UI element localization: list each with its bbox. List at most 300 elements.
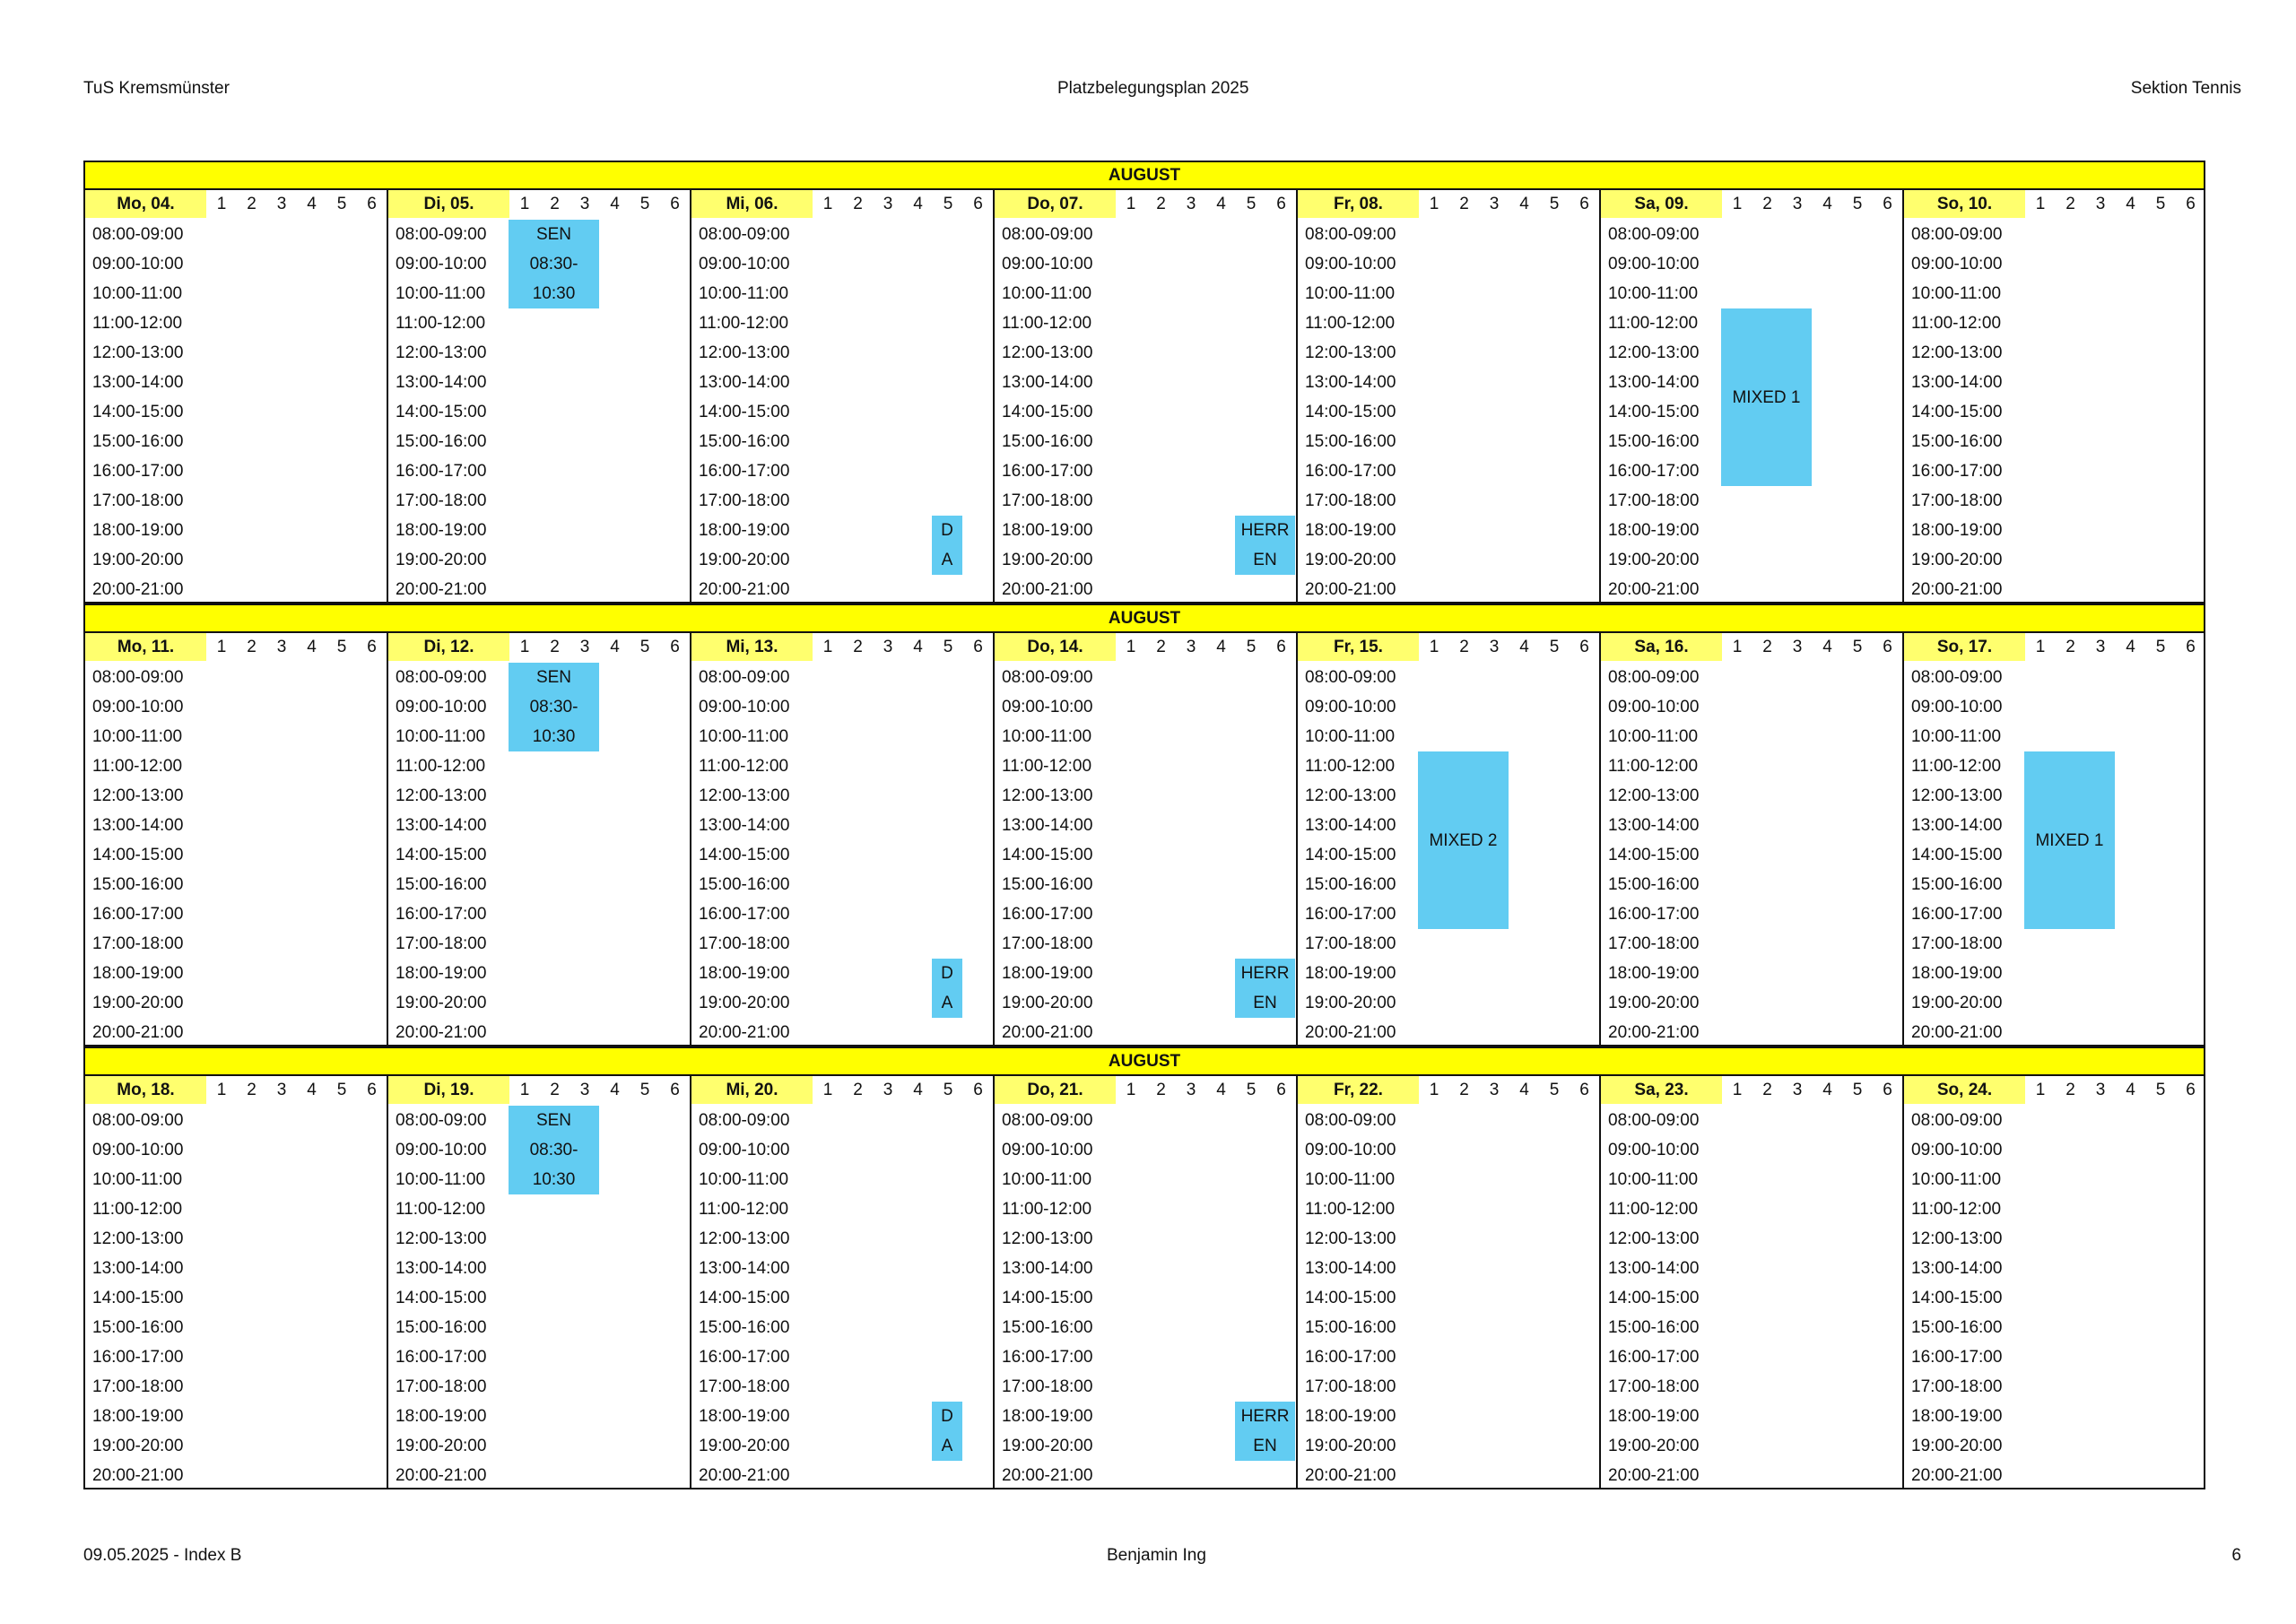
- page-number: 6: [2231, 1546, 2241, 1565]
- court-number: 6: [2186, 195, 2196, 213]
- court-number: 4: [2126, 1081, 2135, 1099]
- time-slot: 12:00-13:00: [699, 786, 790, 805]
- time-slot: 12:00-13:00: [1911, 343, 2003, 362]
- time-slot: 16:00-17:00: [92, 462, 184, 481]
- court-number: 2: [2066, 638, 2075, 656]
- booking-label: HERR: [1240, 964, 1290, 983]
- time-slot: 08:00-09:00: [1608, 668, 1700, 687]
- time-slot: 13:00-14:00: [1305, 1259, 1396, 1278]
- time-slot: 17:00-18:00: [1305, 934, 1396, 953]
- time-slot: 14:00-15:00: [396, 846, 487, 864]
- court-number: 5: [1852, 195, 1863, 213]
- time-slot: 15:00-16:00: [1002, 875, 1093, 894]
- time-slot: 12:00-13:00: [92, 343, 184, 362]
- time-slot: 17:00-18:00: [92, 1377, 184, 1396]
- time-slot: 19:00-20:00: [92, 994, 184, 1012]
- time-slot: 12:00-13:00: [396, 343, 487, 362]
- day-header: [388, 633, 690, 663]
- time-slot: 13:00-14:00: [1305, 373, 1396, 392]
- day-header: [1904, 1076, 2204, 1106]
- time-slot: 10:00-11:00: [699, 284, 789, 303]
- time-slot: 12:00-13:00: [1608, 343, 1700, 362]
- time-slot: 14:00-15:00: [1911, 403, 2003, 421]
- time-slot: 20:00-21:00: [92, 1023, 184, 1042]
- time-slot: 11:00-12:00: [699, 314, 789, 333]
- court-number: 2: [853, 195, 863, 213]
- booking-block: [509, 1106, 599, 1194]
- court-number: 6: [1276, 1081, 1286, 1099]
- time-slot: 11:00-12:00: [396, 1200, 486, 1219]
- time-slot: 20:00-21:00: [396, 1023, 487, 1042]
- day-name: Mi, 06.: [691, 190, 813, 218]
- time-slot: 10:00-11:00: [396, 1170, 486, 1189]
- court-number: 3: [579, 638, 590, 656]
- time-slot: 15:00-16:00: [1911, 875, 2003, 894]
- time-slot: 09:00-10:00: [1911, 1141, 2003, 1159]
- day-header: [1601, 633, 1902, 663]
- time-slot: 08:00-09:00: [92, 225, 184, 244]
- court-number: 5: [1852, 1081, 1863, 1099]
- time-slot: 11:00-12:00: [1911, 1200, 2002, 1219]
- time-slot: 17:00-18:00: [1608, 491, 1700, 510]
- court-number: 3: [1186, 638, 1196, 656]
- time-slot: 16:00-17:00: [1911, 905, 2003, 924]
- time-slot: 14:00-15:00: [1608, 846, 1700, 864]
- court-number: 3: [883, 1081, 893, 1099]
- court-number: 2: [853, 638, 863, 656]
- time-slot: 09:00-10:00: [1002, 1141, 1093, 1159]
- court-number: 4: [307, 195, 317, 213]
- booking-label: 10:30: [532, 284, 576, 303]
- time-slot: 17:00-18:00: [1911, 934, 2003, 953]
- court-number: 3: [579, 1081, 590, 1099]
- time-slot: 19:00-20:00: [1608, 1437, 1700, 1455]
- time-slot: 10:00-11:00: [1608, 284, 1699, 303]
- time-slot: 13:00-14:00: [1305, 816, 1396, 835]
- court-number: 3: [1792, 1081, 1803, 1099]
- booking-label: A: [941, 551, 953, 569]
- day-column: [1599, 633, 1902, 1046]
- time-slot: 10:00-11:00: [1911, 1170, 2002, 1189]
- time-slot: 08:00-09:00: [396, 668, 487, 687]
- court-number: 2: [1762, 638, 1772, 656]
- time-slot: 09:00-10:00: [699, 1141, 790, 1159]
- time-slot: 12:00-13:00: [1305, 786, 1396, 805]
- court-number: 4: [610, 195, 620, 213]
- court-number: 3: [579, 195, 590, 213]
- booking-block: [509, 663, 599, 751]
- time-slot: 13:00-14:00: [1911, 1259, 2003, 1278]
- time-slot: 11:00-12:00: [1305, 314, 1396, 333]
- time-slot: 13:00-14:00: [1608, 373, 1700, 392]
- court-number: 1: [1732, 1081, 1743, 1099]
- time-slot: 11:00-12:00: [396, 757, 486, 776]
- day-column: [83, 190, 387, 604]
- court-number: 3: [1489, 195, 1500, 213]
- time-slot: 17:00-18:00: [699, 1377, 790, 1396]
- time-slot: 19:00-20:00: [699, 1437, 790, 1455]
- court-number: 5: [943, 1081, 953, 1099]
- time-slot: 10:00-11:00: [1002, 727, 1092, 746]
- court-number: 6: [367, 638, 377, 656]
- court-number: 4: [2126, 195, 2135, 213]
- time-slot: 10:00-11:00: [1911, 284, 2002, 303]
- court-number: 1: [1429, 195, 1439, 213]
- time-slot: 15:00-16:00: [1608, 1318, 1700, 1337]
- court-number: 5: [639, 638, 650, 656]
- court-number: 3: [1792, 195, 1803, 213]
- day-name: Di, 05.: [388, 190, 509, 218]
- time-slot: 09:00-10:00: [92, 698, 184, 716]
- court-number: 1: [1429, 638, 1439, 656]
- time-slot: 08:00-09:00: [396, 1111, 487, 1130]
- time-slot: 20:00-21:00: [1002, 1466, 1093, 1485]
- booking-label: D: [941, 521, 953, 540]
- court-number: 1: [822, 1081, 833, 1099]
- time-slot: 14:00-15:00: [1002, 846, 1093, 864]
- day-header: [1601, 190, 1902, 220]
- time-slot: 16:00-17:00: [92, 905, 184, 924]
- time-slot: 20:00-21:00: [1608, 580, 1700, 599]
- court-number: 5: [1246, 1081, 1257, 1099]
- court-number: 2: [1156, 1081, 1166, 1099]
- time-slot: 15:00-16:00: [1608, 875, 1700, 894]
- court-number: 4: [1822, 638, 1832, 656]
- day-column: [387, 190, 690, 604]
- day-header: [1904, 190, 2204, 220]
- booking-label: HERR: [1240, 521, 1290, 540]
- court-number: 2: [550, 638, 560, 656]
- court-number: 5: [336, 195, 347, 213]
- day-name: Do, 14.: [995, 633, 1116, 661]
- time-slot: 11:00-12:00: [1305, 757, 1396, 776]
- time-slot: 12:00-13:00: [1608, 1229, 1700, 1248]
- court-number: 3: [276, 195, 287, 213]
- court-number: 4: [1216, 1081, 1226, 1099]
- time-slot: 18:00-19:00: [92, 1407, 184, 1426]
- booking-block: [1235, 516, 1295, 575]
- court-number: 3: [2095, 638, 2106, 656]
- time-slot: 17:00-18:00: [1608, 934, 1700, 953]
- time-slot: 19:00-20:00: [1002, 551, 1093, 569]
- day-column: [1296, 1076, 1599, 1489]
- court-number: 5: [336, 638, 347, 656]
- day-name: Sa, 09.: [1601, 190, 1722, 218]
- time-slot: 19:00-20:00: [396, 1437, 487, 1455]
- time-slot: 16:00-17:00: [1911, 1348, 2003, 1367]
- time-slot: 20:00-21:00: [1911, 580, 2003, 599]
- time-slot: 09:00-10:00: [1305, 1141, 1396, 1159]
- court-number: 1: [1126, 195, 1136, 213]
- time-slot: 15:00-16:00: [699, 875, 790, 894]
- court-number: 4: [1216, 638, 1226, 656]
- time-slot: 18:00-19:00: [396, 1407, 487, 1426]
- time-slot: 20:00-21:00: [699, 580, 790, 599]
- time-slot: 19:00-20:00: [396, 994, 487, 1012]
- time-slot: 18:00-19:00: [1002, 521, 1093, 540]
- time-slot: 12:00-13:00: [92, 786, 184, 805]
- time-slot: 19:00-20:00: [1608, 994, 1700, 1012]
- time-slot: 10:00-11:00: [92, 727, 183, 746]
- week-block: [83, 1046, 2205, 1489]
- time-slot: 11:00-12:00: [92, 314, 183, 333]
- time-slot: 13:00-14:00: [396, 373, 487, 392]
- day-column: [1902, 1076, 2205, 1489]
- time-slot: 17:00-18:00: [396, 934, 487, 953]
- time-slot: 15:00-16:00: [396, 432, 487, 451]
- time-slot: 08:00-09:00: [1608, 225, 1700, 244]
- time-slot: 13:00-14:00: [92, 373, 184, 392]
- time-slot: 16:00-17:00: [1608, 1348, 1700, 1367]
- day-column: [1599, 1076, 1902, 1489]
- time-slot: 15:00-16:00: [1305, 875, 1396, 894]
- day-header: [1298, 190, 1599, 220]
- court-number: 1: [216, 195, 227, 213]
- time-slot: 10:00-11:00: [1911, 727, 2002, 746]
- time-slot: 15:00-16:00: [1608, 432, 1700, 451]
- time-slot: 09:00-10:00: [1002, 698, 1093, 716]
- time-slot: 20:00-21:00: [1608, 1466, 1700, 1485]
- day-column: [83, 633, 387, 1046]
- day-name: Mo, 11.: [85, 633, 206, 661]
- time-slot: 14:00-15:00: [1305, 1289, 1396, 1307]
- time-slot: 19:00-20:00: [1305, 994, 1396, 1012]
- day-header: [388, 1076, 690, 1106]
- court-number: 4: [1519, 195, 1529, 213]
- day-name: Do, 21.: [995, 1076, 1116, 1104]
- court-number: 3: [276, 1081, 287, 1099]
- court-number: 1: [519, 638, 530, 656]
- time-slot: 10:00-11:00: [92, 284, 183, 303]
- court-number: 1: [1126, 1081, 1136, 1099]
- time-slot: 08:00-09:00: [396, 225, 487, 244]
- time-slot: 10:00-11:00: [396, 727, 486, 746]
- day-header: [691, 1076, 993, 1106]
- court-number: 6: [1883, 195, 1892, 213]
- time-slot: 14:00-15:00: [92, 403, 184, 421]
- court-number: 6: [670, 1081, 680, 1099]
- time-slot: 09:00-10:00: [699, 255, 790, 274]
- court-number: 5: [1549, 638, 1560, 656]
- day-column: [1902, 633, 2205, 1046]
- time-slot: 18:00-19:00: [1911, 521, 2003, 540]
- day-name: So, 17.: [1904, 633, 2025, 661]
- time-slot: 19:00-20:00: [1911, 551, 2003, 569]
- time-slot: 12:00-13:00: [699, 1229, 790, 1248]
- court-number: 2: [1156, 195, 1166, 213]
- day-column: [1902, 190, 2205, 604]
- court-number: 2: [2066, 1081, 2075, 1099]
- booking-label: 08:30-: [529, 1141, 578, 1159]
- day-header: [1601, 1076, 1902, 1106]
- court-number: 1: [216, 638, 227, 656]
- time-slot: 19:00-20:00: [1608, 551, 1700, 569]
- time-slot: 18:00-19:00: [1305, 521, 1396, 540]
- court-number: 5: [1549, 1081, 1560, 1099]
- court-number: 1: [1732, 638, 1743, 656]
- time-slot: 11:00-12:00: [1911, 757, 2002, 776]
- time-slot: 15:00-16:00: [396, 875, 487, 894]
- time-slot: 14:00-15:00: [1002, 1289, 1093, 1307]
- time-slot: 13:00-14:00: [92, 816, 184, 835]
- time-slot: 14:00-15:00: [1305, 403, 1396, 421]
- time-slot: 13:00-14:00: [699, 816, 790, 835]
- day-name: Fr, 22.: [1298, 1076, 1419, 1104]
- time-slot: 16:00-17:00: [92, 1348, 184, 1367]
- court-number: 2: [1459, 638, 1469, 656]
- court-number: 6: [367, 195, 377, 213]
- time-slot: 16:00-17:00: [396, 905, 487, 924]
- time-slot: 12:00-13:00: [396, 1229, 487, 1248]
- day-column: [1296, 190, 1599, 604]
- court-number: 2: [2066, 195, 2075, 213]
- time-slot: 10:00-11:00: [1305, 284, 1396, 303]
- booking-label: MIXED 2: [1429, 830, 1498, 850]
- booking-label: 10:30: [532, 727, 576, 746]
- booking-block: [932, 959, 962, 1018]
- court-number: 4: [610, 1081, 620, 1099]
- time-slot: 20:00-21:00: [699, 1023, 790, 1042]
- time-slot: 11:00-12:00: [396, 314, 486, 333]
- booking-label: HERR: [1240, 1407, 1290, 1426]
- court-number: 4: [913, 638, 923, 656]
- day-name: Di, 19.: [388, 1076, 509, 1104]
- time-slot: 08:00-09:00: [1305, 225, 1396, 244]
- time-slot: 20:00-21:00: [92, 1466, 184, 1485]
- header-left: TuS Kremsmünster: [83, 79, 230, 98]
- court-number: 5: [2155, 195, 2166, 213]
- day-name: Mi, 20.: [691, 1076, 813, 1104]
- page-title: Platzbelegungsplan 2025: [1057, 79, 1249, 98]
- day-header: [1298, 633, 1599, 663]
- time-slot: 18:00-19:00: [396, 964, 487, 983]
- court-number: 2: [1762, 1081, 1772, 1099]
- time-slot: 14:00-15:00: [1608, 1289, 1700, 1307]
- booking-label: D: [941, 1407, 953, 1426]
- time-slot: 18:00-19:00: [699, 964, 790, 983]
- court-number: 4: [2126, 638, 2135, 656]
- time-slot: 13:00-14:00: [699, 1259, 790, 1278]
- time-slot: 12:00-13:00: [699, 343, 790, 362]
- booking-label: 08:30-: [529, 698, 578, 716]
- court-number: 2: [1459, 1081, 1469, 1099]
- time-slot: 09:00-10:00: [1608, 255, 1700, 274]
- time-slot: 11:00-12:00: [1911, 314, 2002, 333]
- court-number: 6: [1883, 638, 1892, 656]
- court-number: 4: [610, 638, 620, 656]
- booking-label: A: [941, 994, 953, 1012]
- day-column: [690, 1076, 993, 1489]
- time-slot: 10:00-11:00: [699, 727, 789, 746]
- booking-block: [2024, 751, 2115, 929]
- court-number: 3: [1186, 1081, 1196, 1099]
- booking-label: D: [941, 964, 953, 983]
- time-slot: 17:00-18:00: [396, 1377, 487, 1396]
- booking-label: 10:30: [532, 1170, 576, 1189]
- time-slot: 09:00-10:00: [1608, 698, 1700, 716]
- month-header: AUGUST: [83, 604, 2205, 633]
- court-number: 1: [1732, 195, 1743, 213]
- time-slot: 12:00-13:00: [1002, 1229, 1093, 1248]
- time-slot: 19:00-20:00: [1305, 551, 1396, 569]
- time-slot: 13:00-14:00: [1002, 1259, 1093, 1278]
- court-number: 6: [973, 638, 983, 656]
- time-slot: 09:00-10:00: [1002, 255, 1093, 274]
- day-name: Mo, 18.: [85, 1076, 206, 1104]
- court-number: 5: [1246, 638, 1257, 656]
- time-slot: 16:00-17:00: [1305, 462, 1396, 481]
- court-number: 2: [1762, 195, 1772, 213]
- time-slot: 18:00-19:00: [1002, 1407, 1093, 1426]
- day-name: So, 10.: [1904, 190, 2025, 218]
- month-header: AUGUST: [83, 161, 2205, 190]
- court-number: 5: [943, 638, 953, 656]
- day-column: [1599, 190, 1902, 604]
- time-slot: 14:00-15:00: [1608, 403, 1700, 421]
- day-column: [387, 1076, 690, 1489]
- day-column: [993, 190, 1296, 604]
- time-slot: 17:00-18:00: [1002, 1377, 1093, 1396]
- court-number: 3: [883, 638, 893, 656]
- time-slot: 18:00-19:00: [699, 1407, 790, 1426]
- court-number: 2: [550, 1081, 560, 1099]
- time-slot: 10:00-11:00: [396, 284, 486, 303]
- time-slot: 17:00-18:00: [92, 934, 184, 953]
- time-slot: 20:00-21:00: [396, 1466, 487, 1485]
- time-slot: 15:00-16:00: [1911, 432, 2003, 451]
- time-slot: 20:00-21:00: [1305, 1466, 1396, 1485]
- time-slot: 10:00-11:00: [92, 1170, 183, 1189]
- time-slot: 18:00-19:00: [1911, 1407, 2003, 1426]
- day-header: [995, 633, 1296, 663]
- time-slot: 16:00-17:00: [699, 1348, 790, 1367]
- time-slot: 11:00-12:00: [1608, 314, 1699, 333]
- time-slot: 17:00-18:00: [1305, 491, 1396, 510]
- court-number: 5: [1246, 195, 1257, 213]
- time-slot: 17:00-18:00: [1911, 1377, 2003, 1396]
- court-number: 4: [1822, 1081, 1832, 1099]
- court-number: 2: [247, 638, 257, 656]
- time-slot: 13:00-14:00: [1911, 816, 2003, 835]
- court-number: 6: [670, 195, 680, 213]
- time-slot: 18:00-19:00: [1608, 964, 1700, 983]
- time-slot: 15:00-16:00: [1305, 432, 1396, 451]
- court-number: 1: [1126, 638, 1136, 656]
- time-slot: 09:00-10:00: [1608, 1141, 1700, 1159]
- day-column: [1296, 633, 1599, 1046]
- time-slot: 18:00-19:00: [396, 521, 487, 540]
- booking-label: EN: [1253, 1437, 1277, 1455]
- day-column: [993, 633, 1296, 1046]
- time-slot: 12:00-13:00: [1002, 343, 1093, 362]
- court-number: 6: [1276, 638, 1286, 656]
- court-number: 3: [1186, 195, 1196, 213]
- time-slot: 17:00-18:00: [396, 491, 487, 510]
- time-slot: 11:00-12:00: [92, 1200, 183, 1219]
- day-header: [85, 190, 387, 220]
- court-number: 6: [1579, 638, 1589, 656]
- court-number: 1: [822, 638, 833, 656]
- footer-left: 09.05.2025 - Index B: [83, 1546, 242, 1565]
- court-number: 5: [2155, 1081, 2166, 1099]
- day-name: Do, 07.: [995, 190, 1116, 218]
- court-number: 6: [2186, 638, 2196, 656]
- time-slot: 18:00-19:00: [92, 964, 184, 983]
- time-slot: 19:00-20:00: [699, 994, 790, 1012]
- time-slot: 16:00-17:00: [1608, 905, 1700, 924]
- time-slot: 10:00-11:00: [1608, 1170, 1699, 1189]
- court-number: 4: [913, 195, 923, 213]
